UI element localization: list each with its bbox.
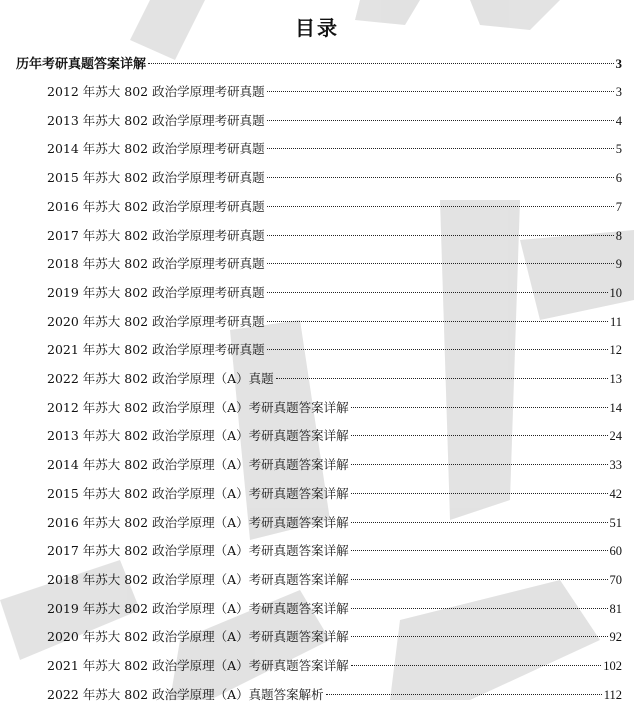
toc-entry-label: 2013 年苏大 802 政治学原理（A）考研真题答案详解	[47, 428, 349, 444]
toc-entry[interactable]	[47, 368, 622, 390]
toc-entry[interactable]	[47, 253, 622, 275]
toc-entry-label: 2020 年苏大 802 政治学原理考研真题	[47, 313, 265, 329]
toc-page-number: 102	[603, 659, 622, 673]
toc-entry-label: 2014 年苏大 802 政治学原理考研真题	[47, 141, 265, 157]
toc-entry[interactable]	[47, 138, 622, 160]
toc-page-number: 24	[609, 429, 622, 444]
toc-entry[interactable]	[47, 167, 622, 189]
toc-page-number: 60	[609, 544, 622, 559]
toc-entry[interactable]	[47, 110, 622, 132]
toc-entry[interactable]	[47, 425, 622, 447]
dot-leader	[267, 206, 614, 207]
toc-entry-label: 2012 年苏大 802 政治学原理（A）考研真题答案详解	[47, 399, 349, 415]
toc-entry[interactable]	[47, 81, 622, 103]
toc-entry-label: 2013 年苏大 802 政治学原理考研真题	[47, 112, 265, 128]
toc-entry[interactable]	[47, 655, 622, 677]
toc-entry-label: 2020 年苏大 802 政治学原理（A）考研真题答案详解	[47, 629, 349, 645]
toc-page-number: 7	[615, 199, 622, 214]
toc-entry-label: 2018 年苏大 802 政治学原理（A）考研真题答案详解	[47, 571, 349, 587]
dot-leader	[276, 378, 608, 379]
toc-entry-label: 2014 年苏大 802 政治学原理（A）考研真题答案详解	[47, 457, 349, 473]
toc-page-number: 81	[609, 601, 622, 616]
toc-entry[interactable]	[47, 339, 622, 361]
toc-entry-label: 2012 年苏大 802 政治学原理考研真题	[47, 84, 265, 99]
toc-entry[interactable]	[47, 569, 622, 591]
toc-entry[interactable]	[47, 483, 622, 505]
dot-leader	[267, 120, 614, 121]
dot-leader	[267, 177, 614, 178]
toc-entry[interactable]	[47, 540, 622, 562]
toc-page-number: 33	[609, 458, 622, 473]
dot-leader	[267, 349, 608, 350]
toc-page-number: 12	[609, 343, 622, 358]
toc-page-number: 10	[609, 285, 622, 300]
toc-page-number: 51	[609, 515, 622, 530]
toc-entry-label: 2015 年苏大 802 政治学原理（A）考研真题答案详解	[47, 485, 349, 501]
toc-entry-label: 2021 年苏大 802 政治学原理考研真题	[47, 342, 265, 358]
toc-entry-label: 2017 年苏大 802 政治学原理（A）考研真题答案详解	[47, 543, 349, 559]
dot-leader	[351, 435, 608, 436]
toc-page-number: 9	[615, 257, 622, 272]
toc-page-number: 112	[603, 687, 622, 702]
dot-leader	[267, 263, 614, 264]
dot-leader	[351, 522, 608, 523]
toc-entry-label: 2017 年苏大 802 政治学原理考研真题	[47, 227, 265, 243]
toc-entry[interactable]	[47, 454, 622, 476]
toc-entry[interactable]	[47, 397, 622, 419]
toc-page-number: 3	[615, 85, 622, 99]
toc-section-row[interactable]	[16, 53, 622, 75]
dot-leader	[267, 321, 608, 322]
dot-leader	[351, 665, 602, 666]
toc-section-label: 历年考研真题答案详解	[16, 57, 147, 72]
toc-entry-label: 2022 年苏大 802 政治学原理（A）真题	[47, 371, 274, 386]
dot-leader	[351, 579, 608, 580]
toc-page-number: 70	[609, 572, 622, 587]
dot-leader	[326, 694, 602, 695]
toc-entry[interactable]	[47, 225, 622, 247]
dot-leader	[351, 493, 608, 494]
toc-entry[interactable]	[47, 282, 622, 304]
toc-entry[interactable]	[47, 311, 622, 333]
dot-leader	[267, 235, 614, 236]
toc-entry[interactable]	[47, 196, 622, 218]
toc-page-number: 6	[615, 171, 622, 186]
toc-entry-label: 2021 年苏大 802 政治学原理（A）考研真题答案详解	[47, 658, 349, 673]
dot-leader	[351, 608, 608, 609]
toc-entry[interactable]	[47, 598, 622, 620]
toc-page-number: 92	[609, 630, 622, 645]
toc-entry-label: 2022 年苏大 802 政治学原理（A）真题答案解析	[47, 686, 324, 702]
toc-entry[interactable]	[47, 512, 622, 534]
toc-entry-label: 2019 年苏大 802 政治学原理（A）考研真题答案详解	[47, 600, 349, 616]
dot-leader	[267, 148, 614, 149]
dot-leader	[267, 91, 614, 92]
page-title: 目录	[295, 16, 339, 40]
toc-page-number: 8	[615, 228, 622, 243]
toc-entry-label: 2016 年苏大 802 政治学原理（A）考研真题答案详解	[47, 514, 349, 530]
toc-page-number: 5	[615, 142, 622, 157]
toc-entry-label: 2015 年苏大 802 政治学原理考研真题	[47, 170, 265, 186]
toc-page-number: 42	[609, 486, 622, 501]
toc-page-number: 13	[609, 372, 622, 386]
toc-page-number: 14	[609, 400, 622, 415]
dot-leader	[267, 292, 608, 293]
toc-entry[interactable]	[47, 626, 622, 648]
toc-entry-label: 2018 年苏大 802 政治学原理考研真题	[47, 256, 265, 272]
dot-leader	[351, 464, 608, 465]
toc-page-number: 3	[615, 56, 622, 71]
toc-page-number: 4	[615, 113, 622, 128]
toc-entry-label: 2016 年苏大 802 政治学原理考研真题	[47, 198, 265, 214]
toc-entry-label: 2019 年苏大 802 政治学原理考研真题	[47, 284, 265, 300]
dot-leader	[351, 636, 608, 637]
dot-leader	[148, 63, 613, 64]
toc-entry[interactable]	[47, 684, 622, 706]
toc-page-number: 11	[609, 314, 622, 329]
dot-leader	[351, 407, 608, 408]
dot-leader	[351, 550, 608, 551]
